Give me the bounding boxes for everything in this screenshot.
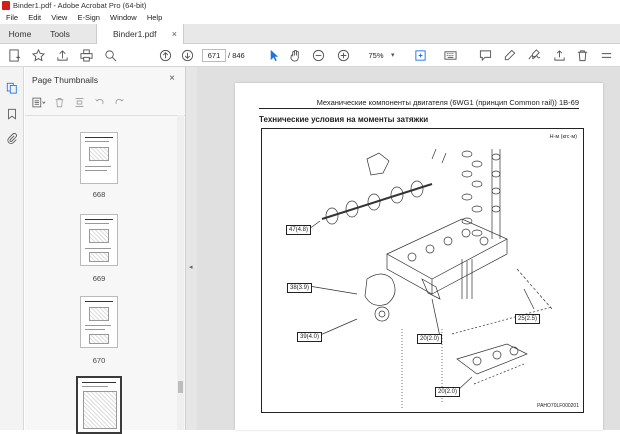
panel-rotate-right-button[interactable] [112, 96, 126, 109]
tab-tools[interactable]: Tools [50, 29, 70, 39]
upload-button[interactable] [54, 48, 70, 63]
thumbnail-page[interactable] [80, 214, 118, 266]
close-tab-icon[interactable]: × [171, 29, 177, 39]
bookmark-icon [6, 108, 18, 120]
bookmarks-rail-button[interactable] [5, 107, 19, 121]
more-tools-button[interactable] [598, 48, 614, 63]
thumbnail-scrollbar-thumb[interactable] [178, 381, 183, 393]
thumbnail-list [25, 115, 185, 430]
section-title: Технические условия на моменты затяжки [259, 115, 429, 124]
delete-button[interactable] [574, 48, 590, 63]
signature-icon [528, 49, 541, 62]
left-rail [0, 67, 24, 430]
acrobat-app-icon [2, 1, 10, 10]
exploded-view-figure [261, 128, 584, 413]
thumb-figure [89, 252, 109, 262]
tab-bar [0, 24, 620, 44]
menu-view[interactable]: View [51, 13, 68, 22]
fit-page-icon [414, 49, 427, 62]
pages-icon [6, 82, 18, 94]
torque-callout: 38(3.9) [287, 283, 312, 293]
thumb-line [85, 325, 111, 326]
page-total [228, 49, 245, 62]
comment-button[interactable] [477, 48, 493, 63]
zoom-level-field[interactable]: 75% [368, 51, 384, 60]
collapse-panel-icon[interactable]: ◂ [189, 264, 193, 271]
menu-bar [0, 11, 620, 24]
thumb-line [85, 329, 105, 330]
panel-delete-button[interactable] [52, 96, 66, 109]
menu-edit[interactable]: Edit [28, 13, 42, 22]
units-label: Н·м (кгс·м) [549, 134, 577, 140]
main-toolbar [0, 44, 620, 67]
thumbnail-page[interactable] [80, 132, 118, 184]
tab-document-label: Binder1.pdf [113, 29, 157, 39]
thumbnail-scrollbar[interactable] [177, 115, 184, 430]
thumb-figure [89, 334, 109, 344]
keyboard-button[interactable] [442, 48, 458, 63]
thumb-line [85, 248, 111, 249]
more-icon [600, 49, 613, 62]
thumb-line [85, 170, 107, 171]
select-tool-button[interactable] [265, 48, 281, 63]
create-pdf-icon [8, 49, 21, 62]
torque-callout: 20(2.0) [417, 334, 442, 344]
panel-rotate-left-button[interactable] [92, 96, 106, 109]
zoom-out-button[interactable] [310, 48, 326, 63]
thumbnail-label: 670 [92, 356, 106, 365]
thumb-line [85, 141, 109, 142]
tab-document[interactable] [96, 24, 184, 44]
thumb-line [85, 223, 109, 224]
print-button[interactable] [78, 48, 94, 63]
torque-callout: 20(2.0) [435, 387, 460, 397]
highlight-button[interactable] [501, 48, 517, 63]
arrow-down-circle-icon [181, 49, 194, 62]
panel-options-button[interactable] [32, 96, 46, 109]
page-count: 846 [232, 51, 245, 60]
find-button[interactable] [102, 48, 118, 63]
star-icon [32, 49, 45, 62]
search-icon [104, 49, 117, 62]
menu-file[interactable]: File [6, 13, 19, 22]
pen-icon [503, 49, 516, 62]
options-menu-icon [32, 97, 46, 108]
thumb-line [85, 219, 113, 220]
share-button[interactable] [551, 48, 567, 63]
comment-icon [479, 49, 492, 62]
engine-drawing [262, 129, 585, 414]
thumbnail-label: 669 [92, 274, 106, 283]
cursor-arrow-icon [267, 49, 280, 62]
thumb-line [82, 382, 116, 383]
panel-close-icon[interactable]: × [169, 73, 175, 84]
page-header: Механические компоненты двигателя (6WG1 (принцип Common rail)) 1В-69 [259, 98, 579, 109]
previous-page-button[interactable] [157, 48, 173, 63]
zoom-dropdown-icon[interactable]: ▾ [391, 52, 395, 59]
thumb-figure [89, 229, 109, 243]
trash-icon [54, 97, 65, 108]
hand-tool-button[interactable] [287, 48, 303, 63]
figure-code: РАНО70LF000201 [537, 403, 579, 409]
thumbnail-page[interactable] [80, 296, 118, 348]
page-separator: / [228, 51, 231, 60]
printer-icon [80, 49, 93, 62]
keyboard-icon [444, 49, 457, 62]
paperclip-icon [6, 132, 18, 144]
panel-toolbar [32, 95, 126, 109]
page-number-input[interactable]: 671 [202, 49, 226, 62]
share-icon [553, 49, 566, 62]
window-title: Binder1.pdf - Adobe Acrobat Pro (64-bit) [13, 1, 147, 10]
thumbnail-page-selected[interactable] [76, 376, 122, 434]
plus-circle-icon [337, 49, 350, 62]
thumbnail-label: 668 [92, 190, 106, 199]
thumb-line [82, 386, 108, 387]
menu-esign[interactable]: E-Sign [77, 13, 100, 22]
thumb-figure [89, 147, 109, 161]
panel-insert-button[interactable] [72, 96, 86, 109]
attachments-rail-button[interactable] [5, 131, 19, 145]
document-viewer[interactable] [197, 67, 620, 430]
menu-window[interactable]: Window [110, 13, 137, 22]
thumbnails-panel [25, 67, 185, 430]
upload-icon [56, 49, 69, 62]
thumbnails-rail-button[interactable] [5, 81, 19, 95]
next-page-button[interactable] [179, 48, 195, 63]
thumb-line [85, 166, 111, 167]
bookmark-button[interactable] [30, 48, 46, 63]
arrow-up-circle-icon [159, 49, 172, 62]
create-pdf-button[interactable] [6, 48, 22, 63]
panel-title: Page Thumbnails [32, 75, 98, 85]
pdf-page [235, 83, 603, 430]
insert-page-icon [74, 97, 85, 108]
tab-home[interactable]: Home [8, 29, 32, 39]
thumb-figure [83, 391, 117, 429]
torque-callout: 39(4.0) [297, 332, 322, 342]
sign-button[interactable] [526, 48, 542, 63]
fit-page-button[interactable] [412, 48, 428, 63]
window-titlebar [0, 0, 620, 11]
rotate-left-icon [94, 97, 105, 108]
menu-help[interactable]: Help [146, 13, 163, 22]
zoom-in-button[interactable] [335, 48, 351, 63]
thumb-figure [89, 307, 109, 321]
rotate-right-icon [114, 97, 125, 108]
torque-callout: 47(4.8) [286, 225, 311, 235]
minus-circle-icon [312, 49, 325, 62]
thumb-line [85, 137, 113, 138]
panel-splitter[interactable] [185, 67, 197, 430]
torque-callout: 25(2.5) [515, 314, 540, 324]
trash-icon [576, 49, 589, 62]
thumb-line [85, 301, 113, 302]
hand-icon [289, 49, 302, 62]
